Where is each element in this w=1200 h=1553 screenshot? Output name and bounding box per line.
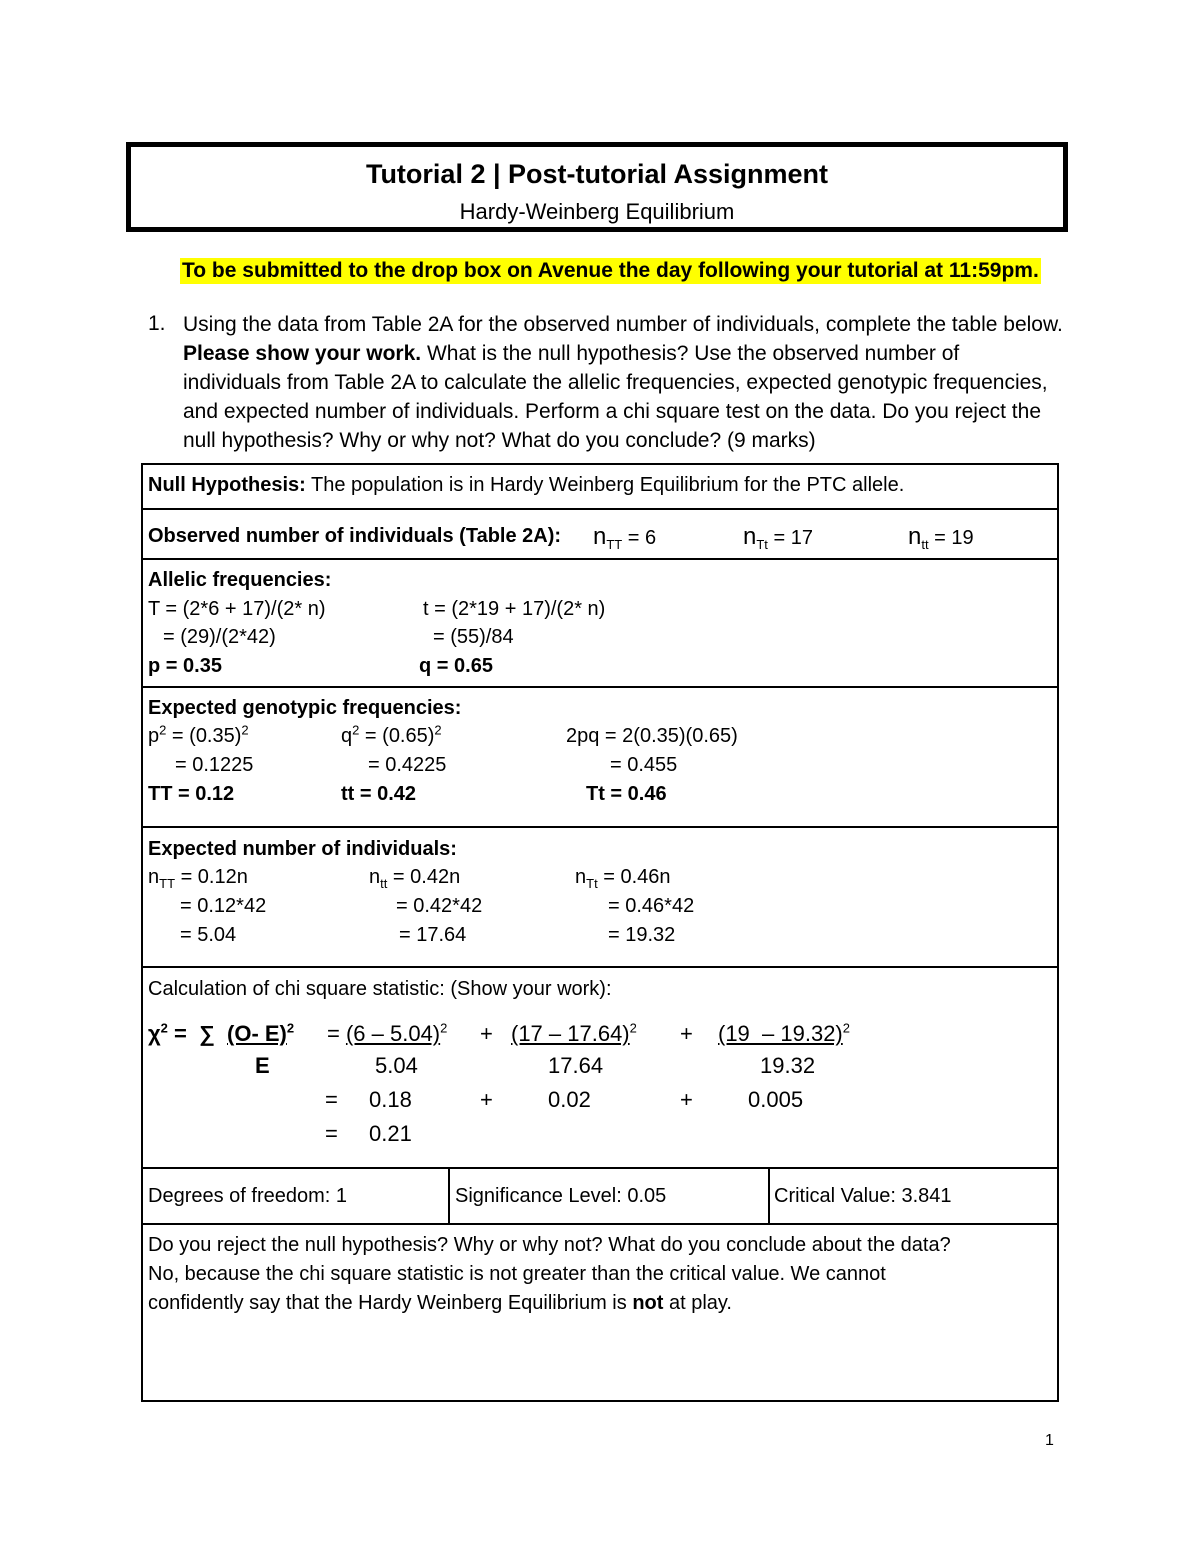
allelic-label: Allelic frequencies:: [148, 569, 332, 591]
chi-symbol: χ: [148, 1021, 161, 1046]
question-text-2: What is the null hypothesis? Use the observed number of individuals from Table 2A to calculate the allelic frequencies, expected genotypic frequencies, and expected number of individuals. Perform a chi square test on the data. Do you reject the null hypothesis? Why or why not? What do you conclude? (9 marks): [183, 342, 1048, 452]
col-divider: [768, 1167, 770, 1224]
allelic-t1: t = (2*19 + 17)/(2* n): [423, 598, 606, 620]
genotypic-Tt: Tt = 0.46: [586, 783, 667, 805]
page-subtitle: Hardy-Weinberg Equilibrium: [459, 199, 735, 224]
expected-tt-formula: = 0.42n: [387, 866, 461, 888]
plus-sign: +: [480, 1021, 493, 1046]
equals-sign: =: [325, 1087, 338, 1112]
n-symbol: n: [743, 523, 757, 550]
chi-denominator-2: 17.64: [548, 1053, 604, 1078]
genotypic-2pq: 2pq = 2(0.35)(0.65): [566, 725, 738, 747]
n-symbol: n: [148, 866, 160, 888]
genotypic-tt: tt = 0.42: [341, 783, 417, 805]
question-text-bold: Please show your work.: [183, 342, 422, 365]
significance-level: Significance Level: 0.05: [455, 1185, 667, 1207]
plus-sign: +: [680, 1087, 693, 1112]
null-hypothesis-row: [148, 474, 904, 497]
superscript: 2: [629, 1020, 637, 1036]
allelic-q: q = 0.65: [419, 655, 493, 677]
superscript: 2: [159, 722, 167, 738]
chi-label: Calculation of chi square statistic: (Show your work):: [148, 978, 612, 1000]
n-symbol: n: [908, 523, 922, 550]
subscript: Tt: [586, 876, 598, 891]
allelic-T2: = (29)/(2*42): [163, 626, 276, 648]
expected-Tt-2: = 0.46*42: [608, 895, 695, 917]
conclusion-text: confidently say that the Hardy Weinberg Equilibrium is: [148, 1292, 633, 1314]
chi-denominator-E: E: [255, 1053, 270, 1078]
observed-TT: [593, 523, 656, 551]
subscript: TT: [159, 876, 176, 891]
genotypic-q2-result: = 0.4225: [368, 754, 447, 776]
chi-total: 0.21: [369, 1121, 412, 1146]
conclusion-text: at play.: [663, 1292, 732, 1314]
chi-denominator-3: 19.32: [760, 1053, 816, 1078]
sum-symbol: = ∑: [167, 1021, 227, 1046]
subscript: tt: [921, 537, 929, 552]
superscript: 2: [160, 1020, 168, 1036]
superscript: 2: [352, 722, 360, 738]
n-symbol: n: [575, 866, 587, 888]
observed-Tt-value: = 17: [767, 527, 813, 549]
allelic-T1: T = (2*6 + 17)/(2* n): [148, 598, 326, 620]
genotypic-TT: TT = 0.12: [148, 783, 235, 805]
plus-sign: +: [680, 1021, 693, 1046]
genotypic-q2: [341, 722, 442, 748]
row-divider: [143, 686, 1057, 688]
observed-label: Observed number of individuals (Table 2A):: [148, 525, 562, 547]
expected-TT-1: [148, 866, 248, 889]
degrees-of-freedom: Degrees of freedom: 1: [148, 1185, 347, 1207]
superscript: 2: [842, 1020, 850, 1036]
term-1-numerator: (6 – 5.04): [345, 1021, 441, 1046]
critical-value: Critical Value: 3.841: [774, 1185, 952, 1207]
expected-TT-formula: = 0.12n: [175, 866, 248, 888]
chi-formula: [148, 1021, 294, 1047]
chi-result-3: 0.005: [748, 1087, 804, 1112]
observed-Tt: [743, 523, 813, 551]
conclusion-answer-1: No, because the chi square statistic is not greater than the critical value. We cannot: [148, 1263, 886, 1285]
observed-minus-expected: (O- E): [227, 1021, 287, 1046]
expected-TT-3: = 5.04: [180, 924, 237, 946]
expected-Tt-1: [575, 866, 671, 889]
n-symbol: n: [593, 523, 607, 550]
chi-term-3: [718, 1021, 850, 1047]
row-divider: [143, 1223, 1057, 1225]
expected-tt-2: = 0.42*42: [396, 895, 483, 917]
expected-label: Expected number of individuals:: [148, 838, 457, 860]
expected-TT-2: = 0.12*42: [180, 895, 267, 917]
conclusion-emphasis: not: [632, 1292, 664, 1314]
row-divider: [143, 1167, 1057, 1169]
genotypic-p2-result: = 0.1225: [175, 754, 254, 776]
superscript: 2: [241, 722, 249, 738]
term-3-numerator: (19 – 19.32): [718, 1021, 843, 1046]
expected-Tt-formula: = 0.46n: [597, 866, 671, 888]
n-symbol: n: [369, 866, 381, 888]
allelic-t2: = (55)/84: [433, 626, 514, 648]
row-divider: [143, 826, 1057, 828]
subscript: TT: [606, 537, 623, 552]
p-symbol: p: [148, 725, 160, 747]
question-text-1: Using the data from Table 2A for the observed number of individuals, complete the table below.: [183, 313, 1063, 336]
row-divider: [143, 508, 1057, 510]
title-box: [126, 142, 1068, 232]
question-text: [183, 310, 1063, 455]
chi-result-2: 0.02: [548, 1087, 591, 1112]
chi-term-1: [327, 1021, 447, 1047]
genotypic-2pq-result: = 0.455: [610, 754, 678, 776]
subscript: tt: [380, 876, 388, 891]
p2-value: = (0.35): [166, 725, 242, 747]
question-number: 1.: [148, 312, 166, 335]
observed-tt-value: = 19: [928, 527, 974, 549]
superscript: 2: [286, 1020, 295, 1036]
term-2-numerator: (17 – 17.64): [511, 1021, 630, 1046]
conclusion-answer-2: [148, 1292, 732, 1315]
allelic-p: p = 0.35: [148, 655, 222, 677]
row-divider: [143, 966, 1057, 968]
submission-notice: To be submitted to the drop box on Avenue the day following your tutorial at 11:59pm.: [182, 259, 1039, 282]
superscript: 2: [440, 1020, 448, 1036]
row-divider: [143, 558, 1057, 560]
subscript: Tt: [756, 537, 768, 552]
observed-TT-value: = 6: [622, 527, 657, 549]
expected-tt-3: = 17.64: [399, 924, 467, 946]
null-hypothesis-text: The population is in Hardy Weinberg Equilibrium for the PTC allele.: [311, 474, 905, 496]
null-hypothesis-label: Null Hypothesis:: [148, 474, 306, 496]
answer-table: [141, 463, 1059, 1402]
chi-result-1: 0.18: [369, 1087, 412, 1112]
expected-Tt-3: = 19.32: [608, 924, 676, 946]
genotypic-p2: [148, 722, 249, 748]
col-divider: [448, 1167, 450, 1224]
conclusion-question: Do you reject the null hypothesis? Why or why not? What do you conclude about the data?: [148, 1234, 951, 1256]
chi-term-2: [511, 1021, 637, 1047]
observed-tt: [908, 523, 974, 551]
expected-tt-1: [369, 866, 460, 889]
superscript: 2: [434, 722, 442, 738]
genotypic-label: Expected genotypic frequencies:: [148, 697, 462, 719]
q-symbol: q: [341, 725, 353, 747]
page-number: 1: [1045, 1432, 1054, 1449]
equals-sign: =: [325, 1121, 338, 1146]
page-title: Tutorial 2 | Post-tutorial Assignment: [365, 159, 829, 189]
equals-sign: =: [327, 1021, 346, 1046]
q2-value: = (0.65): [359, 725, 435, 747]
chi-denominator-1: 5.04: [375, 1053, 418, 1078]
plus-sign: +: [480, 1087, 493, 1112]
